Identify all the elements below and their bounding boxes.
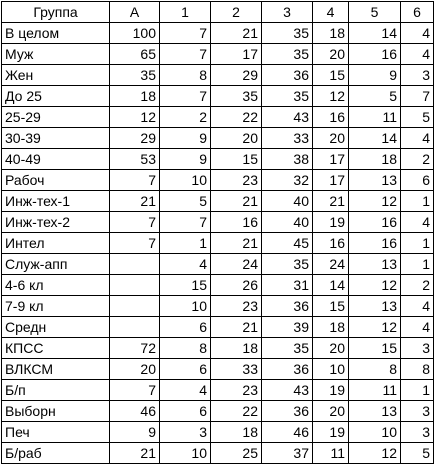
table-row (2, 443, 434, 464)
value-cell: 14 (313, 275, 349, 296)
value-cell: 65 (110, 44, 160, 65)
value-cell: 18 (211, 338, 262, 359)
value-cell: 21 (211, 233, 262, 254)
value-cell: 3 (160, 422, 211, 443)
row-label-cell: 4-6 кл (2, 275, 110, 296)
value-cell: 100 (110, 23, 160, 44)
value-cell: 11 (313, 443, 349, 464)
value-cell: 17 (313, 170, 349, 191)
table-row (2, 317, 434, 338)
header-cell: 1 (160, 2, 211, 23)
row-label-cell: Средн (2, 317, 110, 338)
value-cell: 15 (160, 275, 211, 296)
data-table (1, 1, 434, 464)
table-row (2, 44, 434, 65)
value-cell: 21 (211, 317, 262, 338)
value-cell: 37 (262, 443, 313, 464)
value-cell: 10 (160, 296, 211, 317)
value-cell: 13 (349, 401, 401, 422)
value-cell: 10 (160, 170, 211, 191)
row-label-cell: Выборн (2, 401, 110, 422)
value-cell: 12 (349, 317, 401, 338)
value-cell: 29 (211, 65, 262, 86)
value-cell (110, 254, 160, 275)
value-cell: 5 (401, 443, 434, 464)
value-cell: 20 (313, 44, 349, 65)
value-cell: 17 (313, 149, 349, 170)
value-cell: 12 (349, 443, 401, 464)
value-cell: 72 (110, 338, 160, 359)
value-cell: 13 (349, 170, 401, 191)
value-cell: 26 (211, 275, 262, 296)
value-cell: 39 (262, 317, 313, 338)
row-label-cell: 30-39 (2, 128, 110, 149)
table-row (2, 254, 434, 275)
value-cell: 19 (313, 422, 349, 443)
value-cell: 7 (110, 380, 160, 401)
value-cell: 7 (110, 212, 160, 233)
value-cell: 46 (110, 401, 160, 422)
value-cell: 8 (160, 65, 211, 86)
value-cell: 35 (262, 254, 313, 275)
row-label-cell: 7-9 кл (2, 296, 110, 317)
row-label-cell: В целом (2, 23, 110, 44)
value-cell: 22 (211, 401, 262, 422)
value-cell: 15 (313, 296, 349, 317)
value-cell: 32 (262, 170, 313, 191)
row-label-cell: КПСС (2, 338, 110, 359)
table-row (2, 233, 434, 254)
value-cell: 16 (313, 233, 349, 254)
value-cell: 16 (313, 107, 349, 128)
value-cell: 2 (160, 107, 211, 128)
table-row (2, 338, 434, 359)
table-row (2, 359, 434, 380)
value-cell: 24 (313, 254, 349, 275)
value-cell: 35 (262, 86, 313, 107)
value-cell: 14 (349, 128, 401, 149)
value-cell: 43 (262, 380, 313, 401)
row-label-cell: 40-49 (2, 149, 110, 170)
value-cell: 4 (401, 296, 434, 317)
value-cell: 35 (110, 65, 160, 86)
value-cell: 36 (262, 359, 313, 380)
value-cell: 6 (160, 401, 211, 422)
value-cell: 35 (262, 44, 313, 65)
table-row (2, 86, 434, 107)
value-cell: 7 (110, 233, 160, 254)
value-cell: 35 (262, 338, 313, 359)
value-cell (110, 275, 160, 296)
header-cell: 6 (401, 2, 434, 23)
value-cell: 9 (160, 149, 211, 170)
value-cell: 10 (160, 443, 211, 464)
value-cell: 4 (401, 44, 434, 65)
table-row (2, 107, 434, 128)
table-row (2, 401, 434, 422)
header-cell: 5 (349, 2, 401, 23)
value-cell: 24 (211, 254, 262, 275)
value-cell: 23 (211, 170, 262, 191)
value-cell: 38 (262, 149, 313, 170)
value-cell: 18 (110, 86, 160, 107)
row-label-cell: Печ (2, 422, 110, 443)
value-cell: 35 (262, 23, 313, 44)
value-cell: 6 (401, 170, 434, 191)
value-cell: 8 (160, 338, 211, 359)
value-cell: 1 (401, 191, 434, 212)
value-cell: 12 (349, 191, 401, 212)
value-cell: 16 (349, 44, 401, 65)
value-cell: 6 (160, 359, 211, 380)
value-cell: 20 (313, 401, 349, 422)
value-cell (110, 317, 160, 338)
table-row (2, 65, 434, 86)
value-cell: 5 (160, 191, 211, 212)
value-cell: 13 (349, 254, 401, 275)
value-cell: 20 (313, 338, 349, 359)
value-cell: 4 (401, 317, 434, 338)
value-cell: 43 (262, 107, 313, 128)
row-label-cell: Инж-тех-1 (2, 191, 110, 212)
value-cell: 4 (401, 128, 434, 149)
header-cell: Группа (2, 2, 110, 23)
table-row (2, 422, 434, 443)
value-cell: 21 (313, 191, 349, 212)
value-cell: 33 (262, 128, 313, 149)
value-cell: 1 (401, 254, 434, 275)
value-cell: 9 (110, 422, 160, 443)
table-row (2, 380, 434, 401)
value-cell: 16 (349, 233, 401, 254)
value-cell: 21 (211, 23, 262, 44)
value-cell: 16 (349, 212, 401, 233)
value-cell: 13 (349, 296, 401, 317)
value-cell: 12 (349, 275, 401, 296)
value-cell: 6 (160, 317, 211, 338)
value-cell: 53 (110, 149, 160, 170)
value-cell (110, 296, 160, 317)
value-cell: 20 (211, 128, 262, 149)
value-cell: 9 (349, 65, 401, 86)
value-cell: 3 (401, 65, 434, 86)
header-row (2, 2, 434, 23)
value-cell: 4 (401, 212, 434, 233)
table-row (2, 170, 434, 191)
value-cell: 21 (211, 191, 262, 212)
value-cell: 18 (349, 149, 401, 170)
value-cell: 7 (160, 44, 211, 65)
value-cell: 46 (262, 422, 313, 443)
value-cell: 36 (262, 296, 313, 317)
value-cell: 7 (110, 170, 160, 191)
value-cell: 22 (211, 107, 262, 128)
value-cell: 8 (401, 359, 434, 380)
value-cell: 35 (211, 86, 262, 107)
value-cell: 15 (313, 65, 349, 86)
value-cell: 33 (211, 359, 262, 380)
value-cell: 31 (262, 275, 313, 296)
value-cell: 18 (211, 422, 262, 443)
header-cell: 2 (211, 2, 262, 23)
value-cell: 11 (349, 380, 401, 401)
table-row (2, 128, 434, 149)
value-cell: 25 (211, 443, 262, 464)
value-cell: 7 (160, 23, 211, 44)
table-row (2, 212, 434, 233)
table-container (1, 1, 434, 464)
value-cell: 4 (160, 254, 211, 275)
table-row (2, 296, 434, 317)
table-row (2, 191, 434, 212)
value-cell: 21 (110, 191, 160, 212)
value-cell: 10 (349, 422, 401, 443)
value-cell: 12 (313, 86, 349, 107)
value-cell: 3 (401, 422, 434, 443)
row-label-cell: Служ-апп (2, 254, 110, 275)
row-label-cell: ВЛКСМ (2, 359, 110, 380)
value-cell: 36 (262, 401, 313, 422)
value-cell: 45 (262, 233, 313, 254)
value-cell: 23 (211, 296, 262, 317)
value-cell: 17 (211, 44, 262, 65)
row-label-cell: Б/п (2, 380, 110, 401)
row-label-cell: Жен (2, 65, 110, 86)
value-cell: 5 (401, 107, 434, 128)
value-cell: 19 (313, 212, 349, 233)
value-cell: 4 (160, 380, 211, 401)
value-cell: 1 (401, 233, 434, 254)
value-cell: 1 (401, 380, 434, 401)
value-cell: 1 (160, 233, 211, 254)
row-label-cell: Муж (2, 44, 110, 65)
value-cell: 7 (160, 212, 211, 233)
value-cell: 18 (313, 23, 349, 44)
value-cell: 19 (313, 380, 349, 401)
value-cell: 5 (349, 86, 401, 107)
value-cell: 8 (349, 359, 401, 380)
value-cell: 11 (349, 107, 401, 128)
row-label-cell: Интел (2, 233, 110, 254)
value-cell: 10 (313, 359, 349, 380)
row-label-cell: Инж-тех-2 (2, 212, 110, 233)
value-cell: 15 (211, 149, 262, 170)
value-cell: 12 (110, 107, 160, 128)
value-cell: 40 (262, 212, 313, 233)
value-cell: 2 (401, 275, 434, 296)
value-cell: 21 (110, 443, 160, 464)
row-label-cell: Рабоч (2, 170, 110, 191)
value-cell: 20 (110, 359, 160, 380)
value-cell: 18 (313, 317, 349, 338)
table-row (2, 149, 434, 170)
row-label-cell: 25-29 (2, 107, 110, 128)
header-cell: А (110, 2, 160, 23)
value-cell: 4 (401, 23, 434, 44)
table-row (2, 23, 434, 44)
value-cell: 23 (211, 380, 262, 401)
value-cell: 3 (401, 338, 434, 359)
value-cell: 2 (401, 149, 434, 170)
value-cell: 14 (349, 23, 401, 44)
header-cell: 3 (262, 2, 313, 23)
header-cell: 4 (313, 2, 349, 23)
value-cell: 36 (262, 65, 313, 86)
value-cell: 16 (211, 212, 262, 233)
value-cell: 15 (349, 338, 401, 359)
value-cell: 29 (110, 128, 160, 149)
table-row (2, 275, 434, 296)
value-cell: 7 (401, 86, 434, 107)
value-cell: 7 (160, 86, 211, 107)
row-label-cell: До 25 (2, 86, 110, 107)
value-cell: 40 (262, 191, 313, 212)
value-cell: 3 (401, 401, 434, 422)
value-cell: 20 (313, 128, 349, 149)
value-cell: 9 (160, 128, 211, 149)
row-label-cell: Б/раб (2, 443, 110, 464)
